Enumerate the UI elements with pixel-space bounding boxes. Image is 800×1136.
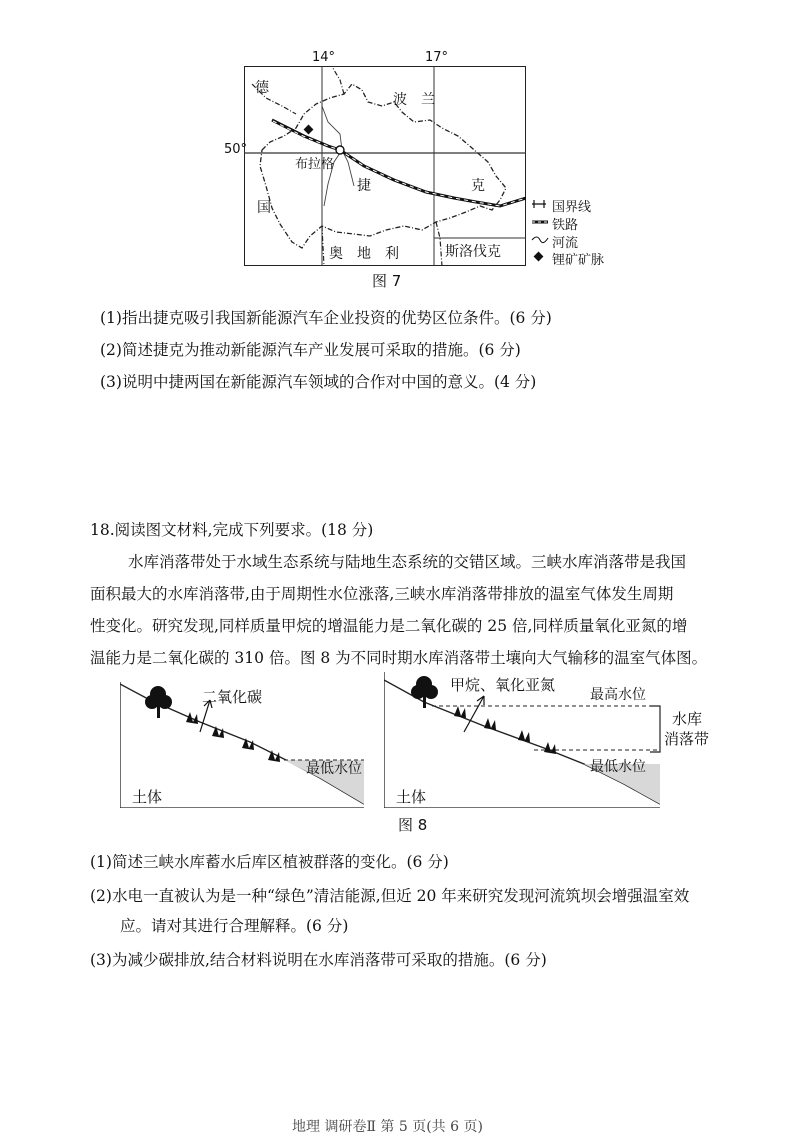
map-legend — [530, 196, 630, 268]
q18-material-line-4: 温能力是二氧化碳的 310 倍。图 8 为不同时期水库消落带土壤向大气输移的温室气体图。 — [90, 649, 708, 667]
figure-8-caption: 图 8 — [398, 816, 428, 834]
figure-8-right-panel — [384, 672, 660, 808]
ch4-n2o-arrow — [464, 696, 484, 732]
q17-item-1: (1)指出捷克吸引我国新能源汽车企业投资的优势区位条件。(6 分) — [100, 309, 552, 327]
label-prague: 布拉格 — [295, 157, 335, 172]
label-czech-1: 捷 — [357, 178, 371, 194]
label-co2: 二氧化碳 — [202, 688, 263, 706]
map-drawing — [244, 66, 526, 266]
q18-item-2: (2)水电一直被认为是一种“绿色”清洁能源,但近 20 年来研究发现河流筑坝会增强温室效 — [90, 887, 690, 905]
label-soil-right: 土体 — [396, 788, 427, 806]
label-reservoir: 水库 — [672, 710, 703, 728]
q18-item-2-cont: 应。请对其进行合理解释。(6 分) — [120, 917, 349, 935]
q18-item-1: (1)简述三峡水库蓄水后库区植被群落的变化。(6 分) — [90, 853, 449, 871]
label-high-water: 最高水位 — [590, 687, 646, 703]
figure-8-left-panel — [120, 682, 364, 808]
legend-border: 国界线 — [552, 200, 592, 215]
figure-7-caption: 图 7 — [372, 272, 402, 290]
lon-17: 17° — [425, 50, 449, 65]
prague-marker — [336, 146, 344, 154]
lon-14: 14° — [312, 50, 336, 65]
q17-item-3: (3)说明中捷两国在新能源汽车领域的合作对中国的意义。(4 分) — [100, 373, 537, 391]
q18-material-line-2: 面积最大的水库消落带,由于周期性水位涨落,三峡水库消落带排放的温室气体发生周期 — [90, 585, 674, 603]
figure-7-map — [244, 66, 526, 266]
q18-material-line-3: 性变化。研究发现,同样质量甲烷的增温能力是二氧化碳的 25 倍,同样质量氧化亚氮的增 — [90, 617, 688, 635]
label-germany-2: 国 — [257, 200, 271, 216]
label-germany-1: 德 — [255, 80, 269, 96]
plants-left — [186, 712, 280, 762]
label-soil-left: 土体 — [132, 788, 163, 806]
label-czech-2: 克 — [471, 178, 485, 194]
label-low-water-right: 最低水位 — [590, 759, 646, 775]
q18-item-3: (3)为减少碳排放,结合材料说明在水库消落带可采取的措施。(6 分) — [90, 951, 547, 969]
legend-railway: 铁路 — [552, 218, 579, 233]
q18-heading: 18.阅读图文材料,完成下列要求。(18 分) — [90, 521, 374, 539]
lat-50: 50° — [224, 142, 248, 157]
label-low-water-left: 最低水位 — [306, 761, 362, 777]
legend-symbols — [530, 196, 550, 268]
lithium-marker — [303, 124, 313, 134]
label-slovakia: 斯洛伐克 — [445, 244, 501, 260]
label-ch4-n2o: 甲烷、氧化亚氮 — [450, 676, 556, 694]
legend-lithium: 锂矿矿脉 — [552, 253, 605, 268]
q18-material-line-1: 水库消落带处于水域生态系统与陆地生态系统的交错区域。三峡水库消落带是我国 — [128, 553, 687, 571]
drawdown-zone-bracket — [650, 704, 664, 754]
label-drawdown-zone: 消落带 — [664, 730, 710, 748]
label-poland: 波 兰 — [393, 92, 435, 108]
q17-item-2: (2)简述捷克为推动新能源汽车产业发展可采取的措施。(6 分) — [100, 341, 521, 359]
label-austria: 奥 地 利 — [329, 246, 399, 262]
page-footer: 地理 调研卷Ⅱ 第 5 页(共 6 页) — [292, 1119, 483, 1135]
legend-river: 河流 — [552, 236, 579, 251]
